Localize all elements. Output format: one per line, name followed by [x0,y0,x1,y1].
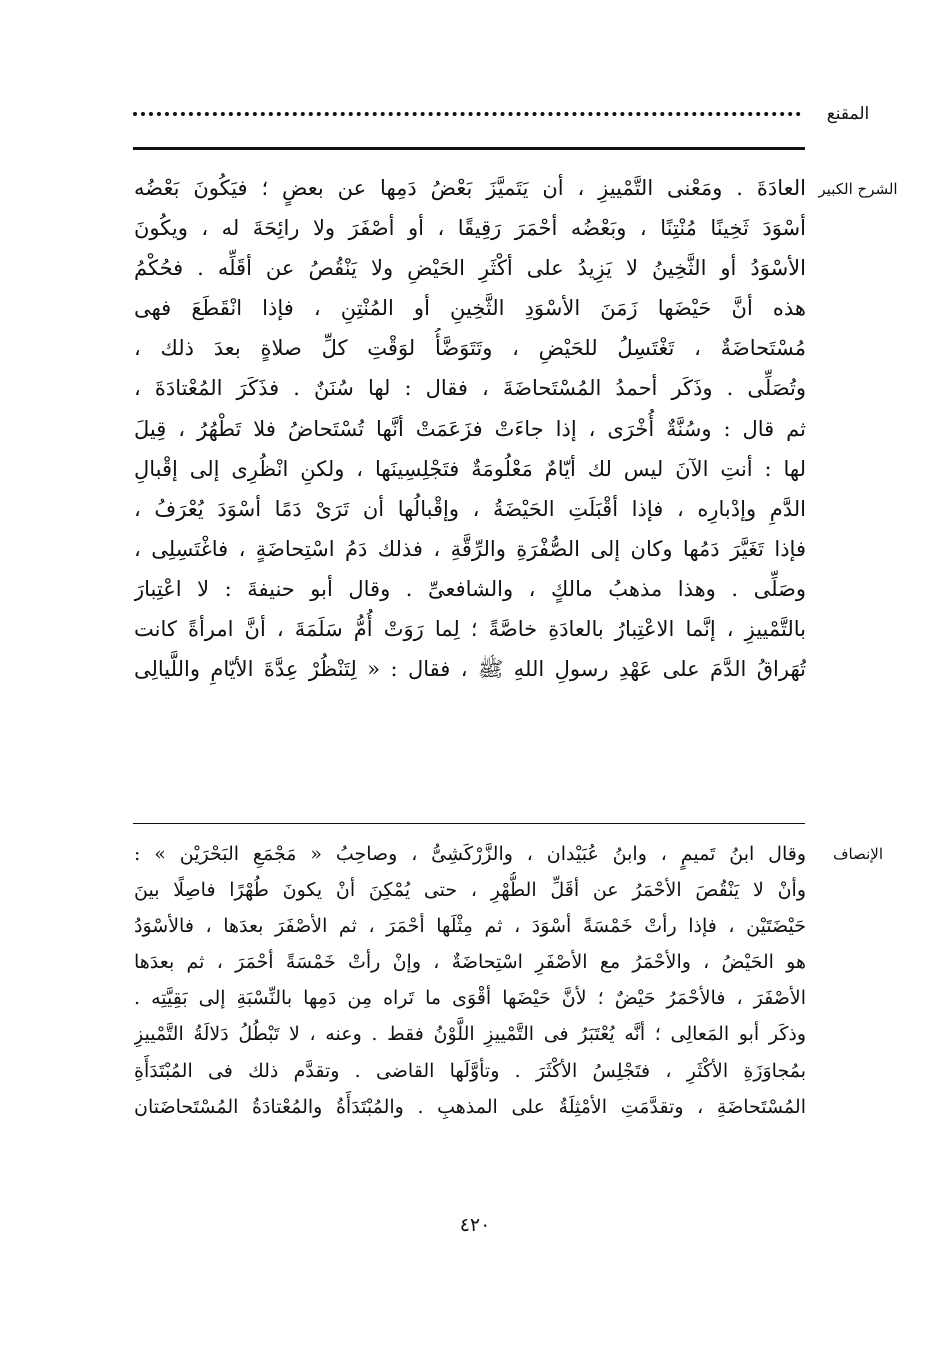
header-rule [133,147,805,150]
insaf-line: وذكَر أبو المَعالِى ؛ أنَّه يُعْتَبَرُ فى التَّمْييزِ اللَّوْنُ فقط . وعنه ، لا تَبْطُلُ دَلالَةُ التَّمْييزِ [134,1023,806,1046]
insaf-line: المُسْتَحاضَةِ ، وتقدَّمَتِ الأمْثِلَةُ على المذهبِ . والمُبْتَدَأَةُ والمُعْتادَةُ المُسْتَحاضَتان [134,1095,806,1118]
main-line: مُسْتَحاضَةٌ ، تَغْتَسِلُ للحَيْضِ ، وتَتَوَضَّأُ لوَقْتِ كلِّ صلاةٍ بعدَ ذلك ، [134,336,806,361]
main-line: وتُصَلِّى . وذَكَر أحمدُ المُسْتَحاضَةَ ، فقال : لها سُنَنٌ . فذَكَرَ المُعْتادَةَ ، [134,376,806,401]
insaf-line: وقال ابنُ تَميمٍ ، وابنُ عُبَيْدان ، والزَّرْكَشِىُّ ، وصاحِبُ « مَجْمَعِ البَحْرَيْن » : [134,843,806,865]
main-section-label: الشرح الكبير [818,180,898,198]
book-title: المقنع [826,104,870,124]
main-line: هذه أنَّ حَيْضَها زَمَنَ الأسْوَدِ الثَّخِينِ أو المُنْتِنِ ، فإذا انْقَطَعَ فهى [134,296,806,321]
main-line: لها : أنتِ الآنَ ليس لك أيّامٌ مَعْلُومَةٌ فتَجْلِسِينَها ، ولكنِ انْظُرِى إلى إقْبالِ [134,456,806,481]
page-number: ٤٢٠ [459,1214,491,1236]
main-line: تُهَراقُ الدَّمَ على عَهْدِ رسولِ اللهِ ﷺ ، فقال : « لِتَنْظُرْ عِدَّةَ الأيّامِ واللَّيالِى [134,657,806,682]
insaf-line: حَيْضَتَيْن ، فإذا رأتْ خَمْسَةً أسْوَدَ ، ثم مِثْلَها أحْمَرَ ، ثم الأصْفَرَ بعدَها ، فالأسْوَدُ [134,915,806,938]
main-line: الأسْوَدُ أو الثَّخِينُ لا يَزِيدُ على أكْثَرِ الحَيْضِ ولا يَنْقُصُ عن أقَلِّه . فحُكْمُ [134,256,806,281]
main-text-block [134,168,806,689]
insaf-text-block [134,836,806,1125]
main-line: بالتَّمْييزِ ، إنَّما الاعْتِبارُ بالعادَةِ خاصَّةً ؛ لِما رَوَتْ أُمُّ سَلَمَةَ ، أنَّ امرأةً كانت [134,617,806,642]
main-line: ثم قال : وسُنَّةٌ أُخْرَى ، إذا جاءَتْ فزَعَمَتْ أنَّها تُسْتَحاضُ فلا تَطْهُرُ ، قِيلَ [134,416,806,441]
insaf-line: الأصْفَرَ ، فالأحْمَرُ حَيْضٌ ؛ لأنَّ حَيْضَها أقْوَى ما تَراه مِن دَمِها بالنِّسْبَةِ إلى بَقِيَّتِه . [134,987,806,1010]
insaf-line: بمُجاوَزَةِ الأكْثَرِ ، فتَجْلِسُ الأكْثَرَ . وتأوَّلَها القاضى . وتقدَّم ذلك فى المُبْتَدَأَةِ [134,1059,806,1082]
main-line: الدَّمِ وإدْبارِه ، فإذا أقْبَلَتِ الحَيْضَةُ ، وإقْبالُها أن تَرَىْ دَمًا أسْوَدَ يُعْرَفُ ، [134,496,806,521]
insaf-line: هو الحَيْضُ ، والأحْمَرُ مع الأصْفَرِ اسْتِحاضَةٌ ، وإنْ رأتْ خَمْسَةً أحْمَرَ ، ثم بعدَها [134,951,806,974]
insaf-section-label: الإنصاف [832,845,884,863]
section-separator [133,823,805,824]
main-line: أسْوَدَ ثَخِينًا مُنْتِنًا ، وبَعْضُه أحْمَرَ رَقِيقًا ، أو أصْفَرَ ولا رائِحَةَ له ، ويكُونَ [134,216,806,241]
header-dotted-rule [133,112,801,116]
main-line: فإذا تَغَيَّرَ دَمُها وكان إلى الصُّفْرَةِ والرِّقَّةِ ، فذلك دَمُ اسْتِحاضَةٍ ، فاغْتَسِلِى ، [134,536,806,561]
insaf-line: وأنْ لا يَنْقُصَ الأحْمَرُ عن أقَلِّ الطُّهْرِ ، حتى يُمْكِنَ أنْ يكونَ طُهْرًا فاصِلًا بينَ [134,879,806,902]
main-line: العادَةَ . ومَعْنى التَّمْييزِ ، أن يَتَميَّزَ بَعْضُ دَمِها عن بعضٍ ؛ فيَكُونَ بَعْضُه [134,176,806,200]
main-line: وصَلِّى . وهذا مذهبُ مالكٍ ، والشافعىِّ . وقال أبو حنيفةَ : لا اعْتِبارَ [134,576,806,601]
